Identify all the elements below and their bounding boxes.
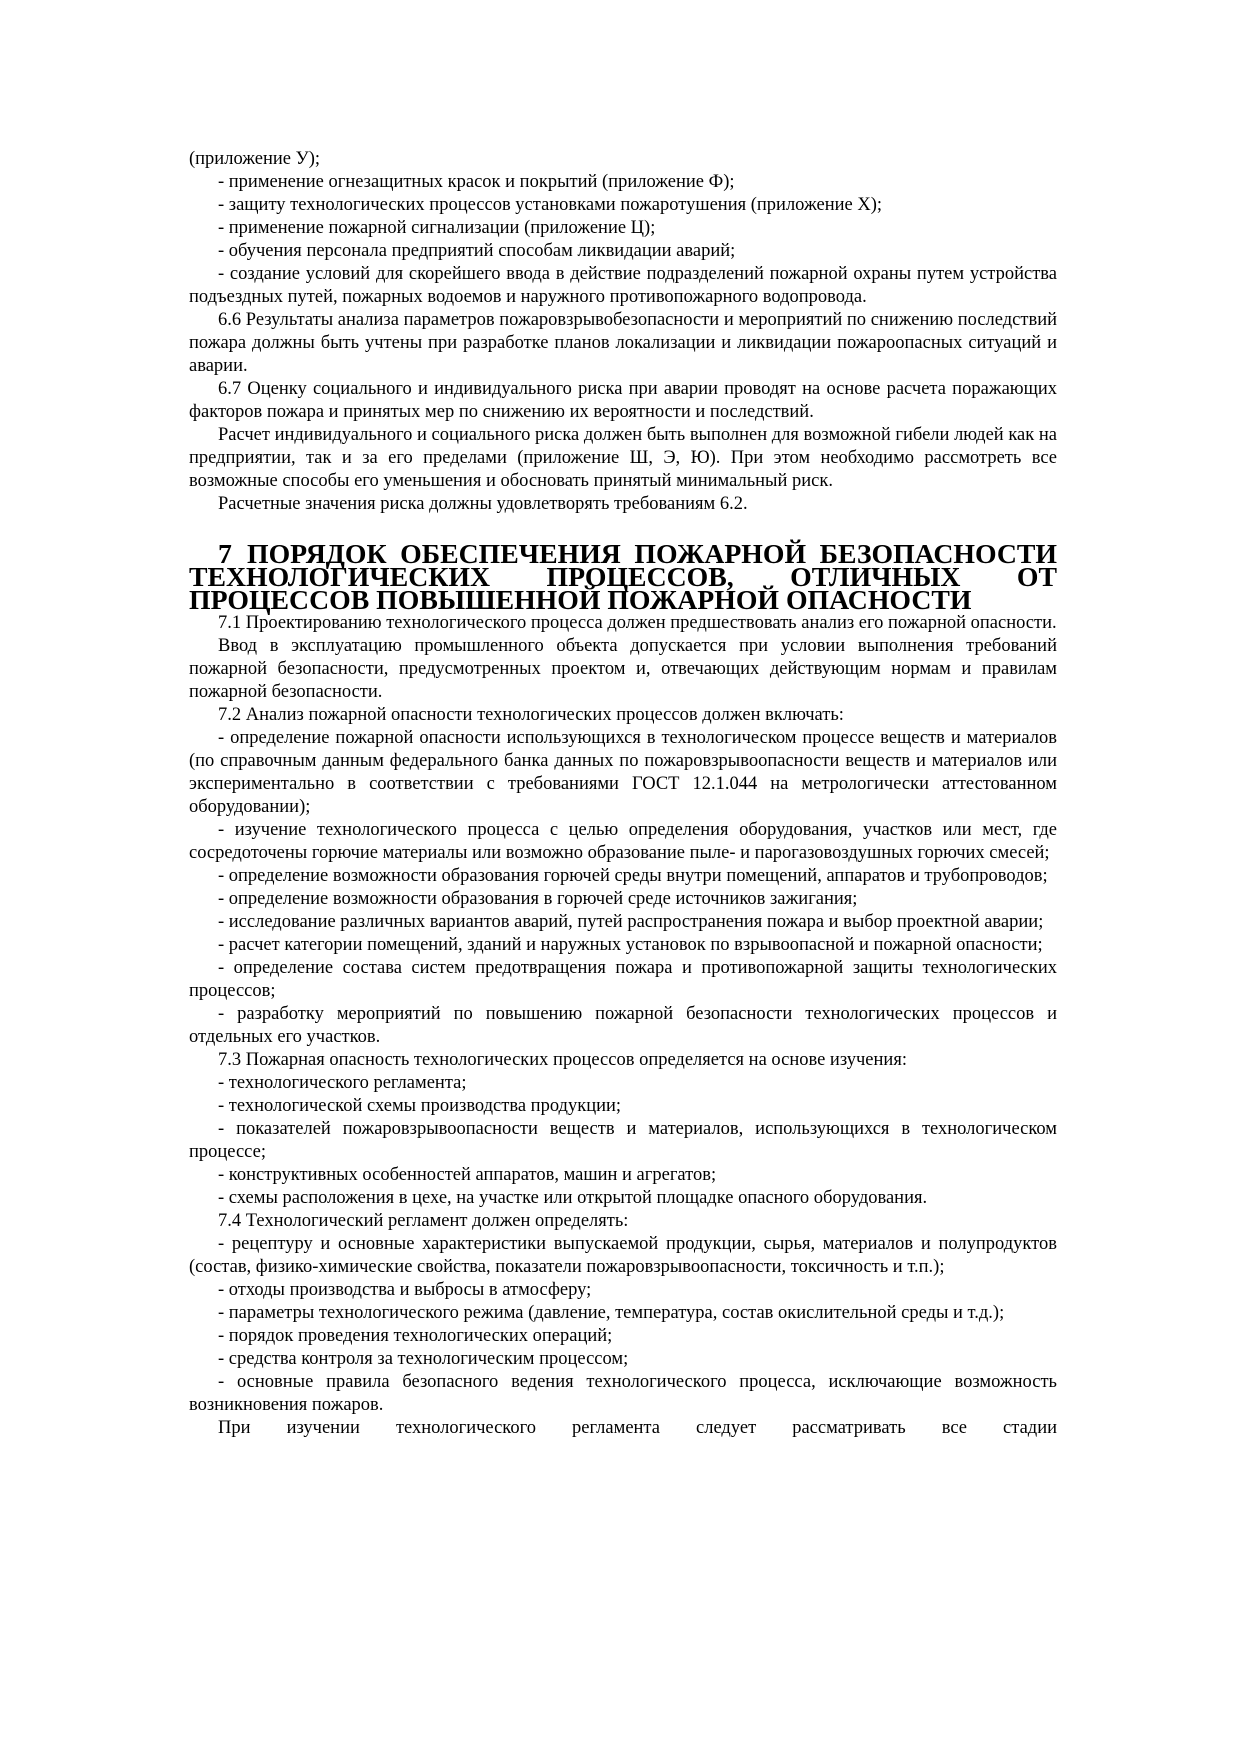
list-item-accident-variants: - исследование различных вариантов аварий, путей распространения пожара и выбор проектной аварии; [218,912,1044,932]
paragraph-regulation-study: При изучении технологического регламента следует рассматривать все стадии [218,1418,1057,1438]
list-item-safety-measures: - разработку мероприятий по повышению пожарной безопасности технологических процессов и отдельных его участков. [189,1004,1057,1047]
paragraph-7-4: 7.4 Технологический регламент должен определять: [218,1211,629,1231]
list-item-tech-scheme: - технологической схемы производства продукции; [218,1096,622,1116]
section-7-number: 7 [218,539,232,570]
section-7-title: ПОРЯДОК ОБЕСПЕЧЕНИЯ ПОЖАРНОЙ БЕЗОПАСНОСТИ ТЕХНОЛОГИЧЕСКИХ ПРОЦЕССОВ, ОТЛИЧНЫХ ОТ ПРОЦЕССОВ ПОВЫШЕННОЙ ПОЖАРНОЙ ОПАСНОСТИ [189,539,1057,616]
paragraph-6-6: 6.6 Результаты анализа параметров пожаровзрывобезопасности и мероприятий по снижению последствий пожара должны быть учтены при разработке планов локализации и ликвидации пожароопасных ситуаций и аварии. [189,310,1057,376]
paragraph-appendix-u: (приложение У); [189,149,321,169]
document-page [189,148,1057,1440]
list-item-personnel-training: - обучения персонала предприятий способам ликвидации аварий; [218,241,736,261]
list-item-layout-scheme: - схемы расположения в цехе, на участке или открытой площадке опасного оборудования. [218,1188,928,1208]
list-item-hazard-indicators: - показателей пожаровзрывоопасности веществ и материалов, использующихся в технологическом процессе; [189,1119,1057,1162]
paragraph-commissioning: Ввод в эксплуатацию промышленного объекта допускается при условии выполнения требований пожарной безопасности, предусмотренных проектом и, отвечающих действующим нормам и правилам пожарной безопасности. [189,636,1057,702]
paragraph-7-2: 7.2 Анализ пожарной опасности технологических процессов должен включать: [218,705,844,725]
list-item-tech-regulation: - технологического регламента; [218,1073,467,1093]
list-item-process-study: - изучение технологического процесса с целью определения оборудования, участков или мест, где сосредоточены горючие материалы или возможно образование пыле- и парогазовоздушных горючих смесей; [189,820,1057,863]
list-item-ignition-sources: - определение возможности образования в горючей среде источников зажигания; [218,889,858,909]
paragraph-7-3: 7.3 Пожарная опасность технологических процессов определяется на основе изучения: [218,1050,907,1070]
list-item-combustible-environment: - определение возможности образования горючей среды внутри помещений, аппаратов и трубопроводов; [218,866,1048,886]
list-item-substances-hazard: - определение пожарной опасности использующихся в технологическом процессе веществ и материалов (по справочным данным федерального банка данных по пожаровзрывоопасности веществ и материалов или экспериментально в соответствии с требованиями ГОСТ 12.1.044 на метрологически аттестованном оборудовании); [189,728,1057,817]
list-item-room-categories: - расчет категории помещений, зданий и наружных установок по взрывоопасной и пожарной опасности; [218,935,1043,955]
list-item-operations-order: - порядок проведения технологических операций; [218,1326,613,1346]
list-item-waste: - отходы производства и выбросы в атмосферу; [218,1280,592,1300]
list-item-equipment-design: - конструктивных особенностей аппаратов, машин и агрегатов; [218,1165,717,1185]
list-item-formulation: - рецептуру и основные характеристики выпускаемой продукции, сырья, материалов и полупродуктов (состав, физико-химические свойства, показатели пожаровзрывоопасности, токсичность и т.п.); [189,1234,1057,1277]
list-item-fire-brigade-conditions: - создание условий для скорейшего ввода в действие подразделений пожарной охраны путем устройства подъездных путей, пожарных водоемов и наружного противопожарного водопровода. [189,264,1057,307]
list-item-protection-systems: - определение состава систем предотвращения пожара и противопожарной защиты технологических процессов; [189,958,1057,1001]
list-item-process-parameters: - параметры технологического режима (давление, температура, состав окислительной среды и т.д.); [218,1303,1005,1323]
list-item-fire-retardant-paints: - применение огнезащитных красок и покрытий (приложение Ф); [218,172,735,192]
list-item-fire-extinguishing-installations: - защиту технологических процессов установками пожаротушения (приложение Х); [218,195,883,215]
paragraph-risk-requirements: Расчетные значения риска должны удовлетворять требованиям 6.2. [218,494,748,514]
paragraph-risk-calculation: Расчет индивидуального и социального риска должен быть выполнен для возможной гибели людей как на предприятии, так и за его пределами (приложение Ш, Э, Ю). При этом необходимо рассмотреть все возможные способы его уменьшения и обосновать принятый минимальный риск. [189,425,1057,491]
section-7-heading [189,539,1057,616]
list-item-fire-alarm: - применение пожарной сигнализации (приложение Ц); [218,218,656,238]
list-item-safe-operation-rules: - основные правила безопасного ведения технологического процесса, исключающие возможность возникновения пожаров. [189,1372,1057,1415]
paragraph-6-7: 6.7 Оценку социального и индивидуального риска при аварии проводят на основе расчета поражающих факторов пожара и принятых мер по снижению их вероятности и последствий. [189,379,1057,422]
list-item-control-means: - средства контроля за технологическим процессом; [218,1349,629,1369]
paragraph-7-1: 7.1 Проектированию технологического процесса должен предшествовать анализ его пожарной опасности. [218,613,1057,633]
